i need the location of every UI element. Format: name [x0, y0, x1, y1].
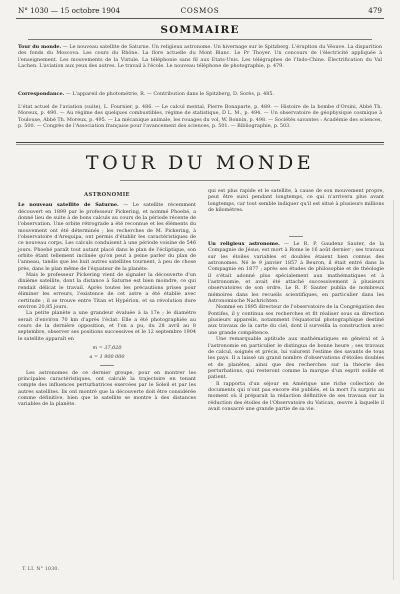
right-column	[208, 236, 384, 412]
left-column	[18, 192, 196, 408]
article-paragraph	[208, 241, 384, 304]
header-rule	[16, 18, 384, 19]
formula-line: a = 1 900 000	[89, 354, 125, 361]
article-title: Un religieux astronome.	[208, 241, 280, 247]
summary-entry	[18, 104, 382, 129]
rubric-heading: ASTRONOMIE	[84, 192, 130, 198]
summary-entry	[18, 91, 382, 97]
summary-lead: Tour du monde.	[18, 44, 62, 50]
article-paragraph: La petite planète a une grandeur évaluée à la 17e ; le diamètre serait d'environ 70 km d'après l'éclat. Elle a été photographiée au cours de la dernière opposition, et l'on a pu, du 28 avril au 8 septembre, observer ses positions successives et le 12 septembre 1904 le satellite apparaît en	[18, 310, 196, 342]
section-rule-thin	[16, 144, 384, 145]
article-paragraph: Nommé en 1895 directeur de l'observatoire de la Congrégation des Pontifes, il y continua ses recherches et fit réaliser sous sa direction plusieurs appareils, notamment l'équatorial photographique destiné aux travaux de la carte du ciel, dont il surveilla la construction avec une grande compétence.	[208, 304, 384, 336]
section-rule	[16, 142, 384, 143]
header-journal-name: COSMOS	[180, 6, 220, 15]
header-page-number: 479	[368, 6, 382, 15]
summary-lead: Correspondance.	[18, 91, 65, 97]
article-paragraph: Il rapporta d'un séjour en Amérique une riche collection de documents qui n'ont pas encore été publiés, et la mort l'a surpris au moment où il préparait la rédaction définitive de ses travaux sur la réduction des étoiles de l'Observatoire du Vatican, œuvre à laquelle il avait consacré une grande partie de sa vie.	[208, 380, 384, 412]
summary-entry	[18, 44, 382, 69]
article-title: Le nouveau satellite de Saturne.	[18, 202, 119, 209]
running-header	[18, 6, 382, 18]
article-paragraph: Une remarquable aptitude aux mathématiques en général et à l'astronomie en particulier le distingua de bonne heure ; ses travaux de calcul, soignés et précis, lui valurent l'estime des savants de tous les pays. Il a laissé un grand nombre d'observations d'étoiles doubles et de planètes, ainsi que des recherches sur la théorie des perturbations, qui resteront comme la marque d'un esprit solide et patient.	[208, 336, 384, 381]
sommaire-rule	[28, 39, 372, 40]
right-column-continuation: qui est plus rapide et le satellite, à cause de son mouvement propre, peut être suivi pendant longtemps, ce qui n'arrivera plus avant longtemps, car tout semble indiquer qu'il est situé à plusieurs millions de kilomètres.	[208, 188, 384, 214]
formula-line: m = 37,020	[92, 344, 122, 351]
article-paragraph: Les astronomes de ce dernier groupe, pour en montrer les principales caractéristiques, ont calculé la trajectoire en tenant compte des influences perturbatrices exercées par le Soleil et par les autres satellites. Ils ont montré que la découverte doit être considérée comme définitive, bien que le satellite se montre à des distances variables de la planète.	[18, 369, 196, 408]
sommaire-title: SOMMAIRE	[160, 24, 240, 36]
summary-text: — Le nouveau satellite de Saturne. Un religieux astronome. Un hivernage sur le Spitzberg. L'éruption du Vésuve. La disparition des fonds du Moscova. Les cours du Rhône. La flore actuelle du Mont Blanc. Le Pr Thoyer. Un concours de l'électricité appliquée à l'enseignement. Les mouvements de la Vistule. La téléphonie sans fil aux Etats-Unis. Les télégraphes de l'Indo-Chine. Électrification du Val Lachen. L'aviation aux yeux des autres. Le travail à l'école. Le nouveau téléphone de photographie, p. 479.	[18, 44, 382, 69]
divider	[289, 236, 303, 237]
article-paragraph: Mais le professeur Pickering vient de signaler la découverte d'un dixième satellite, dont la distance à Saturne est bien moindre, ce qui rendait délicat le travail. Après toutes les précautions prises pour éliminer les erreurs, l'existence de cet astre a été établie avec certitude ; il se trouve entre Titan et Hypérion, et sa révolution dure environ 20,85 jours.	[18, 272, 196, 310]
article-text: — Le R. P. Gaudenz Sauter, de la Compagnie de Jésus, est mort à Rome le 16 août dernier ; ses travaux sur les étoiles variables et doubles étaient bien connus des astronomes. Né le 9 janvier 1857 à Beuron, il était entré dans la Compagnie en 1877 ; après ses études de philosophie et de théologie il s'était adonné plus spécialement aux mathématiques et à l'astronomie, et avait été attaché successivement à plusieurs observatoires de son ordre. Le R. P. Sauter publia de nombreux mémoires dans les recueils scientifiques, en particulier dans les Astronomische Nachrichten.	[208, 241, 384, 305]
page-edge-shadow	[393, 200, 394, 580]
article-text: — Le satellite récemment découvert en 1899 par le professeur Pickering, et nommé Phoebé, a donné lieu de suite à de bons calculs au cours de la période récente de l'observation. Une orbite rétrograde a été reconnue et les éléments du mouvement ont été déterminés ; les recherches de M. Pickering, à l'observatoire d'Arequipa, ont permis d'établir les caractéristiques de ce nouveau corps. Les calculs conduisent à une période voisine de 546 jours. Phoebé paraît tout autant placé dans le plan de l'écliptique, son orbite étant tellement inclinée qu'on peut à peine parler du plan de l'anneau, tandis que les huit autres satellites tournent, à peu de chose près, dans le plan même de l'équateur de la planète.	[18, 202, 196, 272]
header-issue-date: N° 1030 — 15 octobre 1904	[18, 6, 121, 15]
section-title-rule	[120, 180, 280, 181]
summary-text: L'état actuel de l'aviation (suite), L. Fournier, p. 486. — Le calcul mental, Pierre Bonaparte, p. 489. — Histoire de la bombe d'Orsini, Abbé Th. Moreux, p. 490. — Au régime des quelques combustibles, régime de statistique, D L. M., p. 494. — Un observatoire de géophysique cosmique à Toulouse, Abbé Th. Moreux, p. 495. — La mécanique animale, les rouages du vol, W. Bonnin, p. 498. — Sociétés savantes : Académie des sciences, p. 500. — Congrès de l'Association française pour l'avancement des sciences, p. 501. — Bibliographie, p. 503.	[18, 104, 382, 129]
divider	[100, 365, 114, 366]
article-paragraph	[18, 202, 196, 272]
section-title: TOUR DU MONDE	[85, 152, 315, 174]
footnote: T. LI. N° 1030.	[22, 566, 60, 572]
summary-text: — L'appareil de photométrie, R. — Contribution dans le Spitzberg, D. Sorès, p. 485.	[64, 91, 275, 97]
